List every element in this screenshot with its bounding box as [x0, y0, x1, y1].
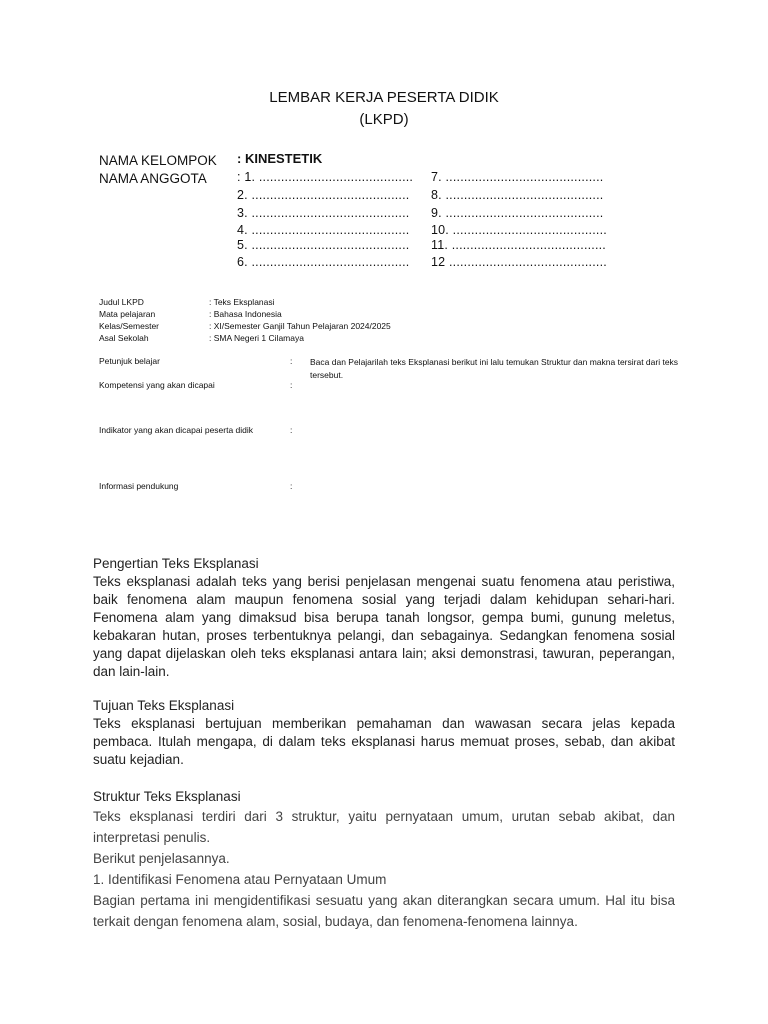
- member-11: 11. ..........................................: [431, 238, 606, 252]
- member-1: : 1. ..........................................: [237, 170, 414, 184]
- member-12: 12 ...........................................: [431, 255, 607, 269]
- mapel-label: Mata pelajaran: [99, 309, 156, 319]
- petunjuk-value: Baca dan Pelajarilah teks Eksplanasi berikut ini lalu temukan Struktur dan makna tersirat dari teks tersebut.: [310, 357, 679, 380]
- member-9: 9. ...........................................: [431, 206, 604, 220]
- kelompok-value: : KINESTETIK: [237, 151, 323, 166]
- asal-label: Asal Sekolah: [99, 333, 149, 343]
- tujuan-section: [93, 697, 675, 769]
- member-10: 10. ..........................................: [431, 223, 607, 237]
- member-3: 3. ...........................................: [237, 206, 410, 220]
- tujuan-paragraph: Teks eksplanasi bertujuan memberikan pemahaman dan wawasan secara jelas kepada pembaca. Itulah mengapa, di dalam teks eksplanasi harus memuat proses, sebab, dan akibat suatu kejadian.: [93, 716, 675, 767]
- petunjuk-colon: :: [290, 356, 293, 366]
- petunjuk-label: Petunjuk belajar: [99, 356, 160, 366]
- pengertian-heading: Pengertian Teks Eksplanasi: [93, 556, 259, 571]
- member-7: 7. ...........................................: [431, 170, 604, 184]
- struktur-paragraph: Teks eksplanasi terdiri dari 3 struktur, yaitu pernyataan umum, urutan sebab akibat, dan interpretasi penulis.: [93, 809, 675, 845]
- struktur-heading: Struktur Teks Eksplanasi: [93, 789, 241, 804]
- tujuan-heading: Tujuan Teks Eksplanasi: [93, 698, 235, 713]
- member-5: 5. ...........................................: [237, 238, 410, 252]
- kelas-label: Kelas/Semester: [99, 321, 159, 331]
- berikut-text: Berikut penjelasannya.: [93, 851, 230, 866]
- kompetensi-label: Kompetensi yang akan dicapai: [99, 380, 215, 390]
- member-2: 2. ...........................................: [237, 188, 410, 202]
- document-subtitle: (LKPD): [359, 111, 409, 128]
- mapel-value: : Bahasa Indonesia: [209, 309, 282, 319]
- indikator-colon: :: [290, 425, 293, 435]
- struktur-section: [93, 788, 675, 932]
- asal-value: : SMA Negeri 1 Cilamaya: [209, 333, 304, 343]
- document-title: LEMBAR KERJA PESERTA DIDIK: [269, 89, 499, 106]
- pengertian-paragraph: Teks eksplanasi adalah teks yang berisi penjelasan mengenai suatu fenomena atau peristiwa, baik fenomena alam maupun fenomena sosial yang terjadi dalam kehidupan sehari-hari. Fenomena alam yang dimaksud bisa berupa tanah longsor, gempa bumi, gunung meletus, kebakaran hutan, proses terbentuknya pelangi, dan sebagainya. Sedangkan fenomena sosial yang dapat dijelaskan oleh teks eksplanasi antara lain; aksi demonstrasi, tawuran, peperangan, dan lain-lain.: [93, 574, 675, 679]
- judul-label: Judul LKPD: [99, 297, 144, 307]
- member-4: 4. ...........................................: [237, 223, 410, 237]
- member-8: 8. ...........................................: [431, 188, 604, 202]
- member-6: 6. ...........................................: [237, 255, 410, 269]
- kelas-value: : XI/Semester Ganjil Tahun Pelajaran 2024/2025: [209, 321, 391, 331]
- nama-kelompok-label: NAMA KELOMPOK: [99, 153, 217, 168]
- judul-value: : Teks Eksplanasi: [209, 297, 275, 307]
- indikator-label: Indikator yang akan dicapai peserta didik: [99, 425, 254, 435]
- nama-anggota-label: NAMA ANGGOTA: [99, 171, 207, 186]
- item1-paragraph: Bagian pertama ini mengidentifikasi sesuatu yang akan diterangkan secara umum. Hal itu bisa terkait dengan fenomena alam, sosial, budaya, dan fenomena-fenomena lainnya.: [93, 893, 675, 929]
- item1-heading: 1. Identifikasi Fenomena atau Pernyataan Umum: [93, 872, 387, 887]
- informasi-colon: :: [290, 481, 293, 491]
- informasi-label: Informasi pendukung: [99, 481, 179, 491]
- kompetensi-colon: :: [290, 380, 293, 390]
- pengertian-section: [93, 555, 675, 681]
